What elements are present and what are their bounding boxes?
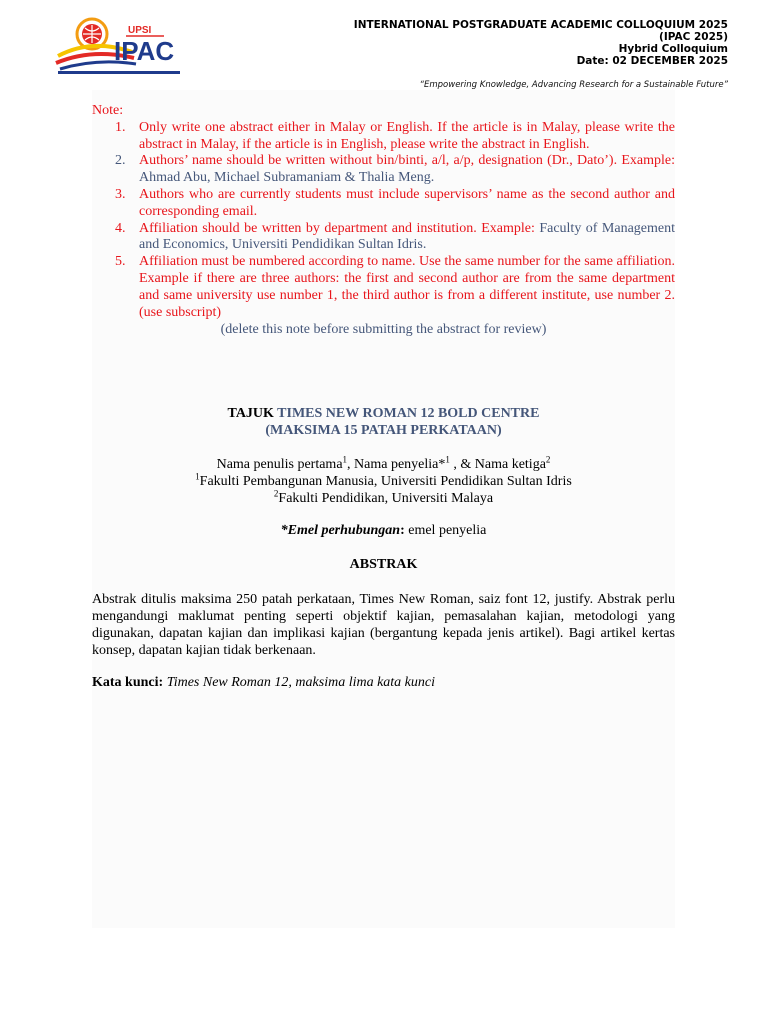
logo-ipac-text: IPAC — [114, 36, 175, 66]
affiliation-2: $^2$Fakulti Pendidikan, Universiti Malaya — [273, 488, 494, 506]
title-prefix: TAJUK — [227, 406, 274, 421]
header-line: INTERNATIONAL POSTGRADUATE ACADEMIC COLLOQUIUM 2025 — [353, 19, 728, 31]
ipac-logo — [52, 8, 182, 78]
title-line2: (MAKSIMA 15 PATAH PERKATAAN) — [265, 423, 502, 438]
note-item: 3. Authors who are currently students must include supervisors’ name as the second author and corresponding email. — [115, 186, 675, 219]
note-title: Note: — [92, 103, 124, 118]
title-line1: TIMES NEW ROMAN 12 BOLD CENTRE — [273, 406, 540, 421]
tagline: “Empowering Knowledge, Advancing Research for a Sustainable Future” — [419, 80, 728, 89]
abstract-body: Abstrak ditulis maksima 250 patah perkataan, Times New Roman, saiz font 12, justify. Abstrak perlu mengandungi maklumat penting seperti objektif kajian, pemasalahan kajian, metodologi yang digunakan, dapatan kajian dan implikasi kajian (bergantung kepada jenis artikel). Bagi artikel kertas konsep, dapatan kajian tidak berkenaan. — [92, 592, 675, 658]
note-item: 2. Authors’ name should be written without bin/binti, a/l, a/p, designation (Dr., Dato’). Example: Ahmad Abu, Michael Subramaniam & Thalia Meng. — [115, 153, 675, 186]
header-line: Date: 02 DECEMBER 2025 — [576, 55, 728, 67]
note-item: 5. Affiliation must be numbered according to name. Use the same number for the same affiliation. Example if there are three authors: the first and second author are from the same department and same university use number 1, the third author is from a different institute, use number 2.(use subscript) — [115, 254, 675, 320]
note-example: Ahmad Abu, Michael Subramaniam & Thalia Meng. — [139, 170, 435, 186]
keywords-label: Kata kunci: — [92, 675, 164, 690]
keywords-value: Times New Roman 12, maksima lima kata kunci — [163, 675, 435, 690]
abstract-heading: ABSTRAK — [349, 557, 418, 572]
delete-note-instruction: (delete this note before submitting the abstract for review) — [220, 322, 547, 338]
author-names: Nama penulis pertama$^1$, Nama penyelia*$^1$ , & Nama ketiga$^2$ — [216, 454, 551, 472]
affiliation-1: $^1$Fakulti Pembangunan Manusia, Universiti Pendidikan Sultan Idris — [195, 471, 572, 489]
submission-note — [92, 103, 675, 339]
note-list — [92, 120, 675, 322]
note-item: 1. Only write one abstract either in Malay or English. If the article is in Malay, please write the abstract in Malay, if the article is in English, please write the abstract in English. — [115, 119, 675, 152]
keywords — [92, 675, 675, 691]
corresponding-email: *Emel perhubungan: emel penyelia — [280, 523, 487, 538]
note-item: 4. Affiliation should be written by department and institution. Example: Faculty of Management and Economics, Universiti Pendidikan Sultan Idris. — [115, 220, 675, 253]
email-value: emel penyelia — [404, 523, 487, 538]
header-line: Hybrid Colloquium — [618, 43, 728, 55]
note-example: Faculty of Management and Economics, Universiti Pendidikan Sultan Idris. — [139, 220, 675, 253]
email-label: *Emel perhubungan — [280, 523, 401, 538]
author-block — [92, 456, 675, 507]
paper-title — [92, 405, 675, 439]
header-line: (IPAC 2025) — [659, 31, 728, 43]
logo-upsi-text: UPSI — [128, 25, 152, 36]
colloquium-header — [354, 19, 728, 67]
